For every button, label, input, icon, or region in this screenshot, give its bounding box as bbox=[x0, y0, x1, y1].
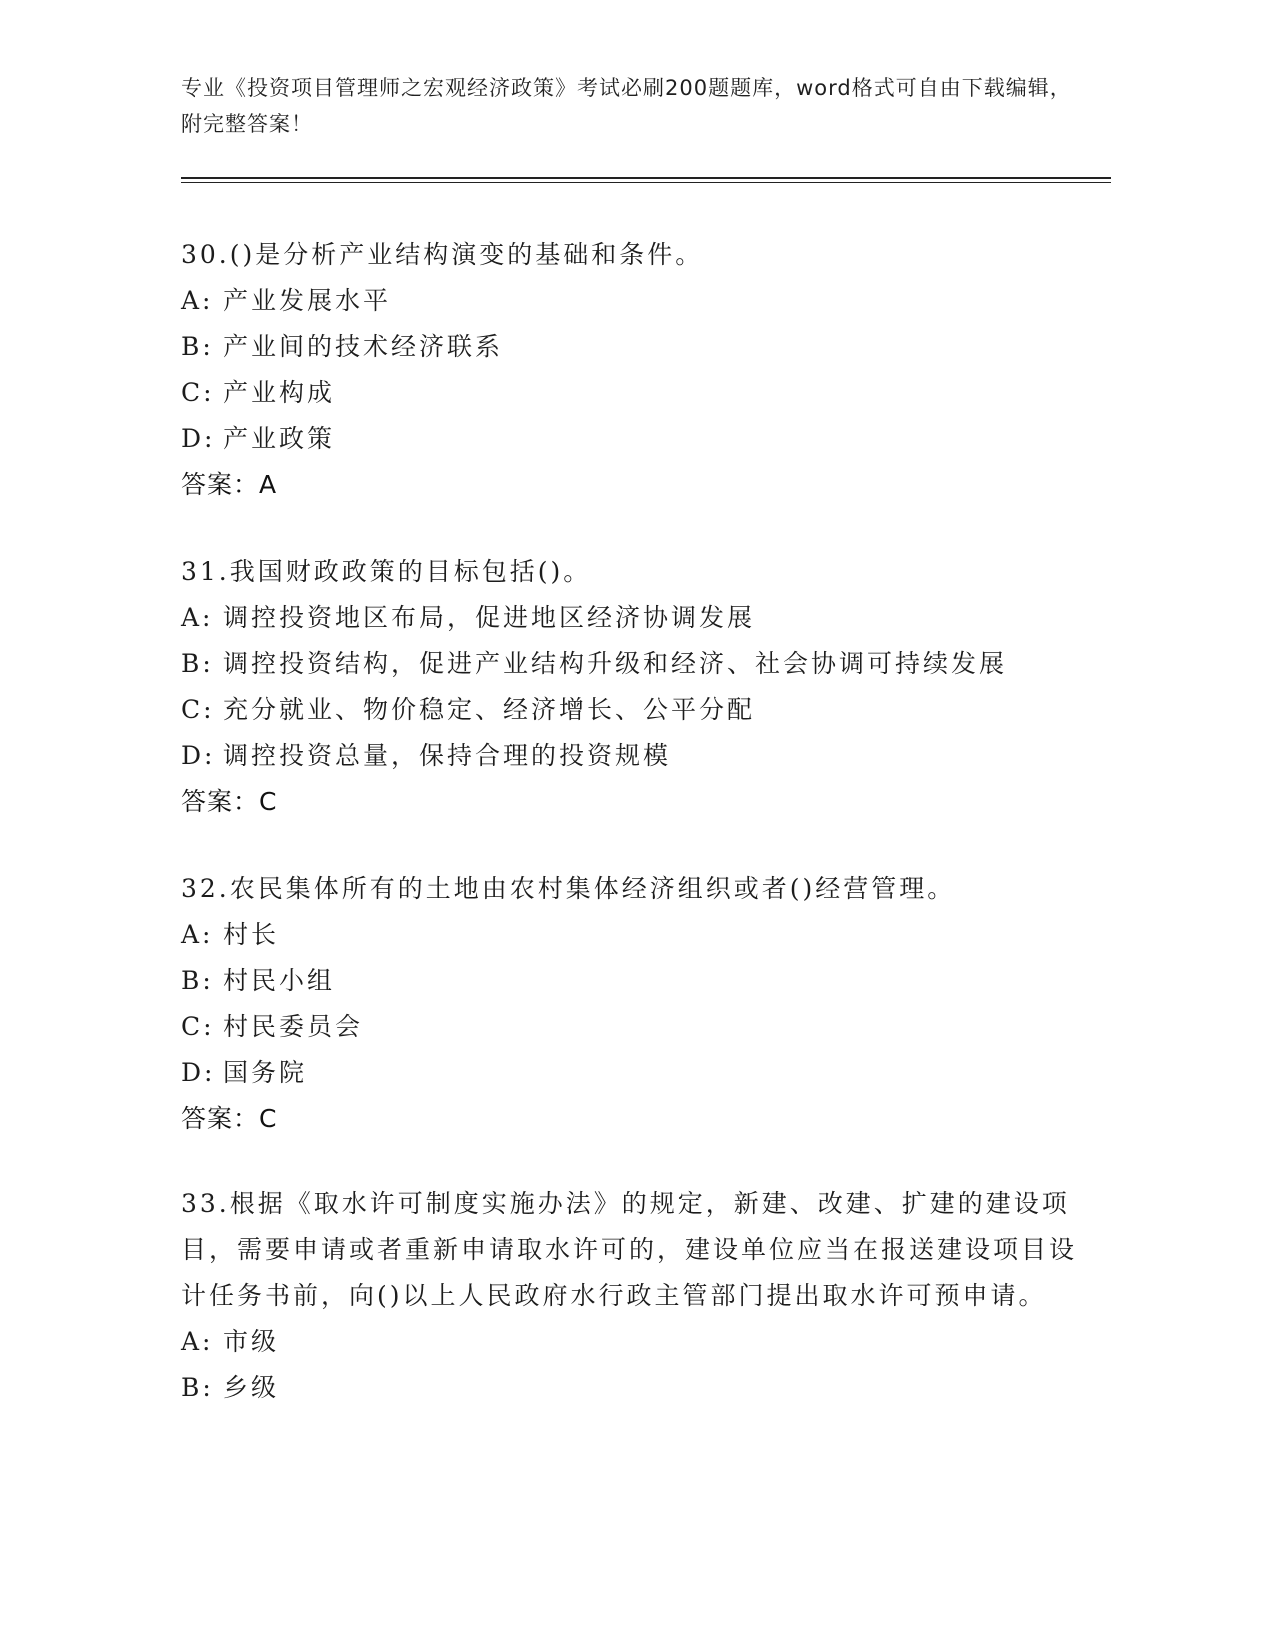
option-letter: B: bbox=[181, 332, 214, 361]
option-text: 市级 bbox=[223, 1327, 280, 1356]
question-stem: 32.农民集体所有的土地由农村集体经济组织或者()经营管理。 bbox=[181, 874, 956, 903]
option-letter: D: bbox=[181, 424, 216, 453]
option-a bbox=[181, 278, 1081, 324]
option-text: 调控投资结构，促进产业结构升级和经济、社会协调可持续发展 bbox=[223, 649, 1008, 678]
option-a bbox=[181, 912, 1081, 958]
question-31 bbox=[181, 549, 1081, 825]
option-d bbox=[181, 1050, 1081, 1096]
question-stem: 31.我国财政政策的目标包括()。 bbox=[181, 557, 592, 586]
question-30 bbox=[181, 232, 1081, 508]
question-stem: 30.()是分析产业结构演变的基础和条件。 bbox=[181, 240, 704, 269]
option-text: 产业构成 bbox=[223, 378, 336, 407]
answer-line: 答案：C bbox=[181, 787, 278, 816]
option-text: 产业间的技术经济联系 bbox=[223, 332, 504, 361]
answer-line: 答案：C bbox=[181, 1104, 278, 1133]
option-b bbox=[181, 641, 1081, 687]
question-stem: 33.根据《取水许可制度实施办法》的规定，新建、改建、扩建的建设项目，需要申请或者重新申请取水许可的，建设单位应当在报送建设项目设计任务书前，向()以上人民政府水行政主管部门提出取水许可预申请。 bbox=[181, 1189, 1078, 1310]
header-divider-thin bbox=[181, 182, 1111, 183]
option-a bbox=[181, 595, 1081, 641]
option-letter: C: bbox=[181, 1012, 215, 1041]
option-letter: C: bbox=[181, 695, 215, 724]
option-c bbox=[181, 1004, 1081, 1050]
header-divider bbox=[181, 177, 1111, 179]
option-c bbox=[181, 370, 1081, 416]
option-letter: A: bbox=[181, 920, 214, 949]
option-d bbox=[181, 733, 1081, 779]
option-a bbox=[181, 1319, 1081, 1365]
option-text: 调控投资地区布局，促进地区经济协调发展 bbox=[223, 603, 756, 632]
option-letter: A: bbox=[181, 603, 214, 632]
option-text: 调控投资总量，保持合理的投资规模 bbox=[223, 741, 672, 770]
question-33 bbox=[181, 1181, 1081, 1411]
option-b bbox=[181, 324, 1081, 370]
option-letter: D: bbox=[181, 741, 216, 770]
question-32 bbox=[181, 866, 1081, 1142]
option-text: 村民小组 bbox=[223, 966, 336, 995]
option-text: 村长 bbox=[223, 920, 280, 949]
option-letter: C: bbox=[181, 378, 215, 407]
option-letter: A: bbox=[181, 1327, 214, 1356]
option-b bbox=[181, 958, 1081, 1004]
option-c bbox=[181, 687, 1081, 733]
option-text: 国务院 bbox=[223, 1058, 308, 1087]
option-text: 产业政策 bbox=[223, 424, 336, 453]
option-b bbox=[181, 1365, 1081, 1411]
option-d bbox=[181, 416, 1081, 462]
option-letter: B: bbox=[181, 1373, 214, 1402]
option-letter: D: bbox=[181, 1058, 216, 1087]
option-text: 充分就业、物价稳定、经济增长、公平分配 bbox=[223, 695, 756, 724]
option-letter: B: bbox=[181, 649, 214, 678]
option-text: 产业发展水平 bbox=[223, 286, 392, 315]
document-header: 专业《投资项目管理师之宏观经济政策》考试必刷200题题库，word格式可自由下载编辑，附完整答案！ bbox=[181, 76, 1072, 136]
option-letter: B: bbox=[181, 966, 214, 995]
option-letter: A: bbox=[181, 286, 214, 315]
option-text: 乡级 bbox=[223, 1373, 280, 1402]
option-text: 村民委员会 bbox=[223, 1012, 364, 1041]
answer-line: 答案：A bbox=[181, 470, 278, 499]
